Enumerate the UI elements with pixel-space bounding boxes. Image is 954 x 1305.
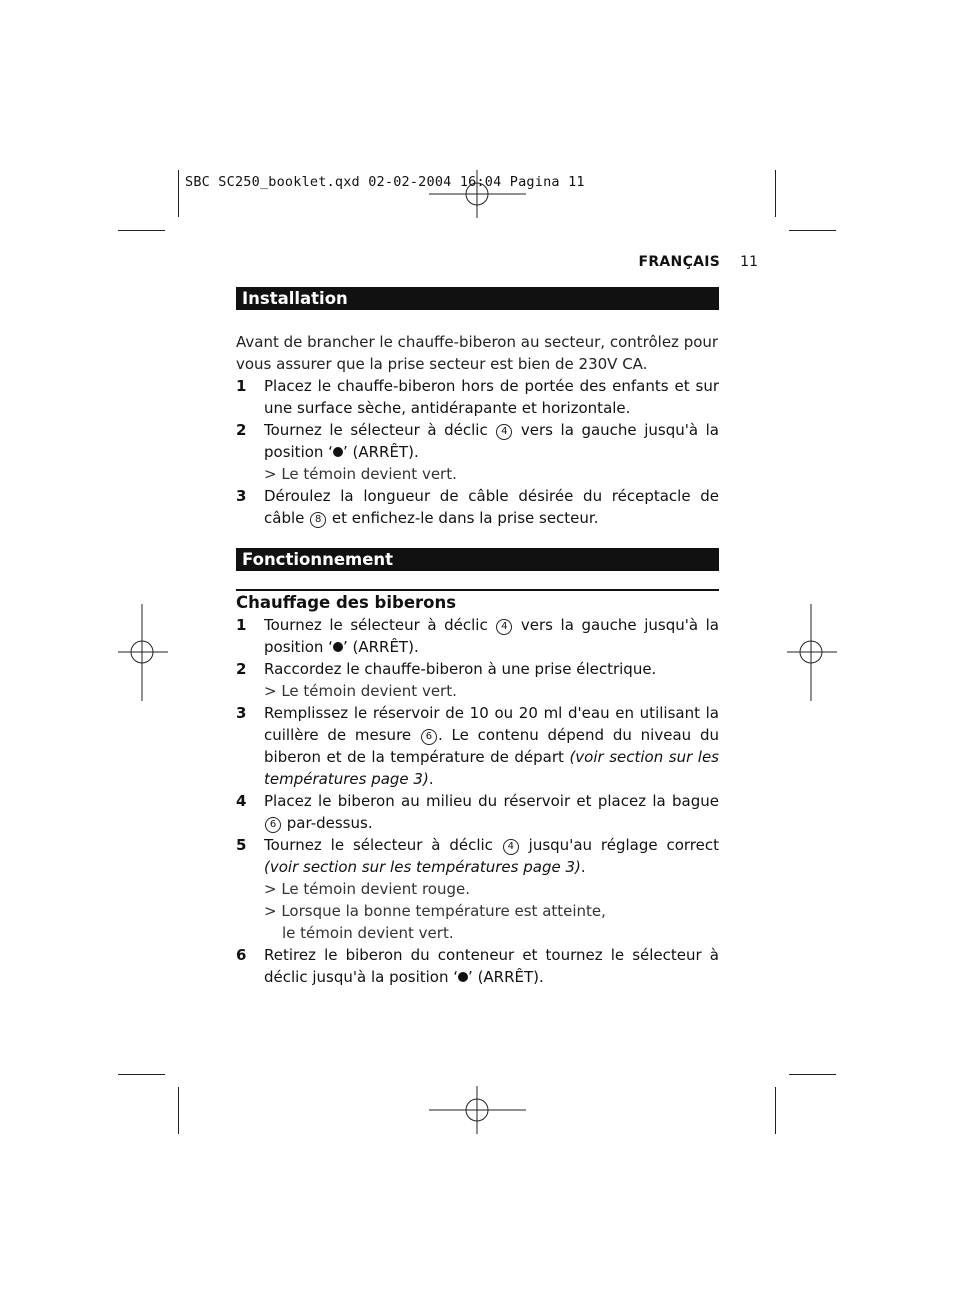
callout-number: 4 [496,619,512,635]
installation-step [236,375,719,419]
registration-mark-icon [787,604,837,701]
callout-number: 4 [496,424,512,440]
page-content [236,287,719,988]
section-title-installation: Installation [236,287,719,310]
crop-mark [789,230,836,231]
step-result: > Le témoin devient vert. [264,682,457,700]
print-slug: SBC SC250_booklet.qxd 02-02-2004 16:04 Pagina 11 [185,174,585,190]
step-text: Retirez le biberon du conteneur et tournez le sélecteur à déclic jusqu'à la position ‘ ’ (ARRÊT). [264,946,719,986]
operation-step [236,702,719,790]
operation-step [236,790,719,834]
step-number: 6 [236,946,247,964]
step-text: Placez le chauffe-biberon hors de portée des enfants et sur une surface sèche, antidérapante et horizontale. [264,377,719,417]
step-number: 3 [236,704,247,722]
step-number: 2 [236,660,247,678]
step-text: Tournez le sélecteur à déclic 4 vers la gauche jusqu'à la position ‘ ’ (ARRÊT). [264,616,719,656]
crop-mark [118,230,165,231]
step-number: 1 [236,616,247,634]
installation-step [236,485,719,529]
language-label: FRANÇAIS [638,254,721,270]
off-dot-icon [333,642,343,652]
crop-mark [178,1087,179,1134]
operation-step [236,944,719,988]
crop-mark [178,170,179,217]
step-number: 1 [236,377,247,395]
crop-mark [775,1087,776,1134]
step-result: > Lorsque la bonne température est atteinte, [264,902,606,920]
registration-mark-icon [429,1086,526,1136]
step-text: Tournez le sélecteur à déclic 4 vers la gauche jusqu'à la position ‘ ’ (ARRÊT). [264,421,719,461]
step-text: Raccordez le chauffe-biberon à une prise électrique. [264,660,657,678]
step-number: 2 [236,421,247,439]
callout-number: 6 [421,729,437,745]
step-text: Remplissez le réservoir de 10 ou 20 ml d'eau en utilisant la cuillère de mesure 6 . Le contenu dépend du niveau du biberon et de la température de départ (voir section sur les températures page 3). [264,704,719,788]
step-text: Déroulez la longueur de câble désirée du réceptacle de câble 8 et enfichez-le dans la prise secteur. [264,487,719,527]
step-text: Tournez le sélecteur à déclic 4 jusqu'au réglage correct (voir section sur les températures page 3). [264,836,719,876]
operation-step [236,834,719,878]
registration-mark-icon [429,170,526,220]
crop-mark [775,170,776,217]
installation-intro: Avant de brancher le chauffe-biberon au secteur, contrôlez pour vous assurer que la prise secteur est bien de 230V CA. [236,333,719,373]
crop-mark [789,1074,836,1075]
step-number: 5 [236,836,247,854]
step-result: le témoin devient vert. [282,924,454,942]
subsection-title: Chauffage des biberons [236,589,719,614]
callout-number: 8 [310,512,326,528]
off-dot-icon [458,972,468,982]
step-number: 4 [236,792,247,810]
step-number: 3 [236,487,247,505]
section-title-operation: Fonctionnement [236,548,719,571]
callout-number: 6 [265,817,281,833]
step-result: > Le témoin devient rouge. [264,880,470,898]
step-text: Placez le biberon au milieu du réservoir et placez la bague 6 par-dessus. [264,792,719,832]
installation-step [236,419,719,463]
operation-step [236,614,719,658]
callout-number: 4 [503,839,519,855]
operation-step [236,658,719,680]
crop-mark [118,1074,165,1075]
page-number: 11 [740,254,758,270]
registration-mark-icon [118,604,168,701]
step-result: > Le témoin devient vert. [264,465,457,483]
off-dot-icon [333,447,343,457]
running-header [638,254,758,270]
